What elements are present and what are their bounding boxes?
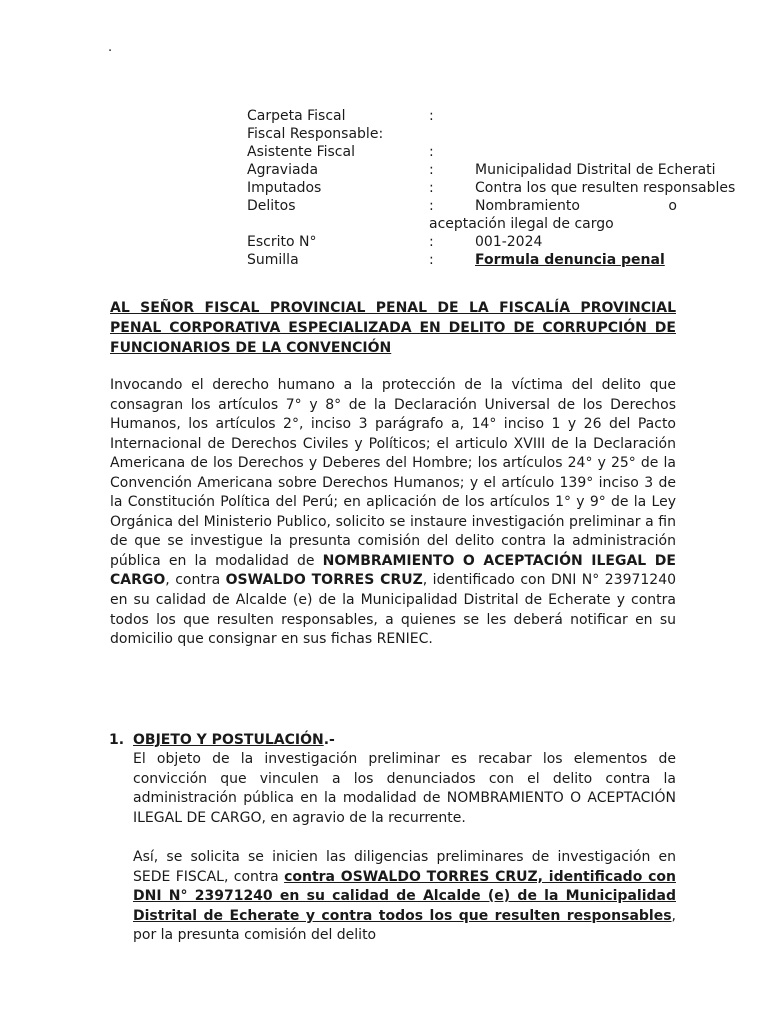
header-colon: : [429,162,434,178]
header-colon: : [429,108,434,124]
intro-crime: NOMBRAMIENTO O ACEPTACIÓN ILEGAL DE CARGO [110,552,676,589]
header-label: Carpeta Fiscal [247,108,346,124]
header-row-agraviada [247,161,747,179]
section-title-suffix: .- [323,732,335,748]
intro-paragraph [110,376,676,650]
section-title-text: OBJETO Y POSTULACIÓN [133,732,324,748]
header-colon: : [429,252,434,268]
header-value: Formula denuncia penal [475,252,665,268]
section-accused: contra OSWALDO TORRES CRUZ, identificado con DNI N° 23971240 en su calidad de Alcalde (e) de la Municipalidad Distrital de Echerate y contra todos los que resulten responsables [133,868,676,924]
section-text: Así, se solicita se inicien las diligencias preliminares de investigación en SEDE FISCAL, contra [133,849,676,885]
header-label: Fiscal Responsable: [247,126,384,142]
header-label: Asistente Fiscal [247,144,355,160]
header-value-part: Nombramiento [475,198,580,214]
header-label: Agraviada [247,162,319,178]
header-colon: : [429,180,434,196]
header-colon: : [429,234,434,250]
header-label: Imputados [247,180,322,196]
section-paragraph [133,848,676,948]
header-value: Contra los que resulten responsables [475,180,736,196]
section-number: 1. [109,732,125,748]
header-label: Escrito N° [247,234,317,250]
header-row-imputados [247,179,747,197]
section-text: , por la presunta comisión del delito [133,907,676,944]
intro-text: Invocando el derecho humano a la protección de la víctima del delito que consagran los artículos 7° y 8° de la Declaración Universal de los Derechos Humanos, los artículos 2°, inciso 3 parágrafo a, 14° inciso 1 y 26 del Pacto Internacional de Derechos Civiles y Políticos; el articulo XVIII de la Declaración Americana de los Derechos y Deberes del Hombre; los artículos 24° y 25° de la Convención Americana sobre Derechos Humanos; y el artículo 139° inciso 3 de la Constitución Política del Perú; en aplicación de los artículos 1° y 9° de la Ley Orgánica del Ministerio Publico, solicito se instaure investigación preliminar a fin de que se investigue la presunta comisión del delito contra la administración pública en la modalidad de [110,377,676,569]
header-row-sumilla [247,251,747,269]
header-value: aceptación ilegal de cargo [429,216,614,232]
addressee-title: AL SEÑOR FISCAL PROVINCIAL PENAL DE LA FISCALÍA PROVINCIAL PENAL CORPORATIVA ESPECIALIZADA EN DELITO DE CORRUPCIÓN DE FUNCIONARIOS DE LA CONVENCIÓN [110,300,676,356]
case-header [247,107,747,269]
intro-text: , identificado con DNI N° 23971240 en su calidad de Alcalde (e) de la Municipalidad Distrital de Echerate y contra todos los que resulten responsables, a quienes se les deberá notificar en su domicilio que consignar en sus fichas RENIEC. [110,572,677,648]
header-row-fiscal-responsable [247,125,747,143]
header-row-delitos [247,197,747,215]
stray-dot: . [108,40,113,55]
intro-text: , contra [165,572,226,589]
header-row-delitos-continued [247,215,747,233]
section-paragraph: El objeto de la investigación preliminar es recabar los elementos de convicción que vinculen a los denunciados con el delito contra la administración pública en la modalidad de NOMBRAMIENTO O ACEPTACIÓN ILEGAL DE CARGO, en agravio de la recurrente. [133,751,676,826]
header-value: 001-2024 [475,234,543,250]
header-row-carpeta [247,107,747,125]
header-value: Municipalidad Distrital de Echerati [475,162,716,178]
header-row-asistente [247,143,747,161]
header-colon: : [429,144,434,160]
header-label: Sumilla [247,252,299,268]
header-value-part: o [668,198,677,214]
header-label: Delitos [247,198,296,214]
intro-accused: OSWALDO TORRES CRUZ [225,572,423,589]
header-value [475,197,677,215]
header-colon: : [429,198,434,214]
section-title [133,730,335,750]
header-row-escrito [247,233,747,251]
